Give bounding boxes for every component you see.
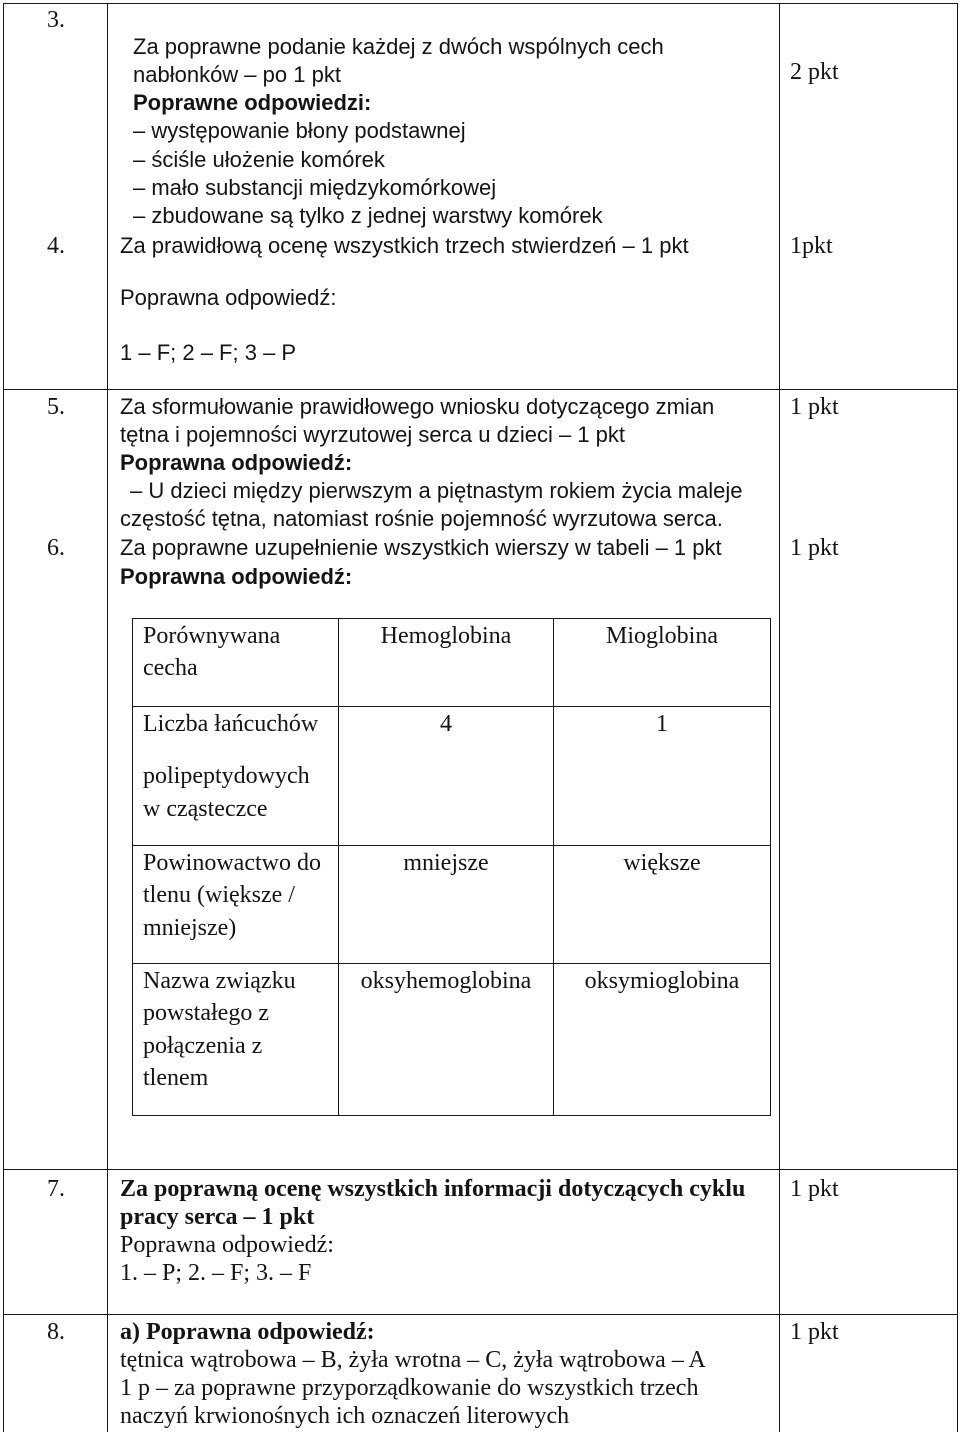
cell-line: Nazwa związku xyxy=(143,967,296,994)
table-cell-myoglobin: 1 xyxy=(554,706,771,845)
cell-line: w cząsteczce xyxy=(143,795,268,822)
task-row xyxy=(4,4,957,232)
task-number: 3. xyxy=(47,6,65,33)
cell-line: Liczba łańcuchów xyxy=(143,710,319,737)
table-header-myoglobin: Mioglobina xyxy=(554,618,771,706)
task-number-cell xyxy=(4,533,108,1169)
task-points: 1 pkt xyxy=(790,534,839,561)
cell-line: mniejsze) xyxy=(143,914,237,941)
answer-line: – ściśle ułożenie komórek xyxy=(133,146,385,172)
task-row xyxy=(4,533,957,1170)
answer-line: – występowanie błony podstawnej xyxy=(133,118,466,144)
task-points-cell xyxy=(780,1315,956,1432)
task-points: 1pkt xyxy=(790,232,833,259)
comparison-table xyxy=(132,618,771,1116)
criterion-line: Za poprawną ocenę wszystkich informacji dotyczących cyklu xyxy=(120,1175,746,1202)
task-number: 6. xyxy=(47,534,65,561)
task-content-cell xyxy=(108,1315,780,1432)
table-cell-hemoglobin: 4 xyxy=(339,706,554,845)
scoring-line: naczyń krwionośnych ich oznaczeń literowych xyxy=(120,1402,570,1429)
task-row xyxy=(4,1170,957,1315)
task-number: 5. xyxy=(47,393,65,420)
table-row xyxy=(133,963,771,1115)
task-content-cell xyxy=(108,533,780,1169)
task-points-cell xyxy=(780,4,956,232)
task-content-cell xyxy=(108,232,780,389)
task-content-cell xyxy=(108,390,780,533)
answer-heading: Poprawna odpowiedź: xyxy=(120,563,353,589)
task-row xyxy=(4,232,957,390)
table-cell-myoglobin: oksymioglobina xyxy=(554,963,771,1115)
cell-line: tlenu (większe / xyxy=(143,882,295,908)
answer-heading: Poprawne odpowiedzi: xyxy=(133,90,372,116)
answer-line: – U dzieci między pierwszym a piętnastym rokiem życia maleje xyxy=(130,477,743,503)
criterion-line: pracy serca – 1 pkt xyxy=(120,1203,315,1230)
task-points: 1 pkt xyxy=(790,1175,839,1202)
cell-line: polipeptydowych xyxy=(143,763,310,789)
table-cell-feature xyxy=(133,845,339,963)
table-cell-myoglobin: większe xyxy=(554,845,771,963)
answer-heading: Poprawna odpowiedź: xyxy=(120,1232,334,1259)
cell-line: Powinowactwo do xyxy=(143,849,321,876)
task-points: 1 pkt xyxy=(790,1318,839,1345)
task-number-cell xyxy=(4,1170,108,1314)
task-number-cell xyxy=(4,390,108,533)
task-points: 2 pkt xyxy=(790,58,839,85)
table-cell-hemoglobin: mniejsze xyxy=(339,845,554,963)
task-content-cell xyxy=(108,1170,780,1314)
task-points: 1 pkt xyxy=(790,393,839,420)
cell-line: powstałego z xyxy=(143,1000,269,1026)
table-row xyxy=(133,706,771,845)
answer-line: – zbudowane są tylko z jednej warstwy komórek xyxy=(133,203,603,229)
task-number-cell xyxy=(4,1315,108,1432)
cell-line: Porównywana xyxy=(143,622,281,649)
task-number: 7. xyxy=(47,1175,65,1202)
answer-line: 1. – P; 2. – F; 3. – F xyxy=(120,1260,312,1287)
task-row xyxy=(4,390,957,533)
table-row xyxy=(133,845,771,963)
answer-heading: Poprawna odpowiedź: xyxy=(120,449,353,475)
task-number: 8. xyxy=(47,1318,65,1345)
answer-line: 1 – F; 2 – F; 3 – P xyxy=(120,339,297,365)
criterion-line: tętna i pojemności wyrzutowej serca u dzieci – 1 pkt xyxy=(120,421,626,447)
task-number: 4. xyxy=(47,232,65,259)
task-number-cell xyxy=(4,232,108,389)
scoring-line: 1 p – za poprawne przyporządkowanie do wszystkich trzech xyxy=(120,1374,699,1401)
table-cell-hemoglobin: oksyhemoglobina xyxy=(339,963,554,1115)
cell-line: połączenia z xyxy=(143,1032,263,1059)
answer-line: – mało substancji międzykomórkowej xyxy=(133,174,497,200)
cell-line: cecha xyxy=(143,655,198,681)
criterion-line: nabłonków – po 1 pkt xyxy=(133,61,341,87)
task-row xyxy=(4,1315,957,1432)
task-points-cell xyxy=(780,533,956,1169)
table-header-feature xyxy=(133,618,339,706)
cell-line: tlenem xyxy=(143,1065,209,1091)
task-points-cell xyxy=(780,1170,956,1314)
criterion-line: Za prawidłową ocenę wszystkich trzech stwierdzeń – 1 pkt xyxy=(120,232,689,258)
answer-key-table xyxy=(3,3,958,1432)
table-cell-feature xyxy=(133,963,339,1115)
task-number-cell xyxy=(4,4,108,232)
criterion-line: Za poprawne uzupełnienie wszystkich wierszy w tabeli – 1 pkt xyxy=(120,534,722,560)
task-points-cell xyxy=(780,232,956,389)
table-cell-feature xyxy=(133,706,339,845)
table-header-row xyxy=(133,618,771,706)
answer-heading: Poprawna odpowiedź: xyxy=(120,284,337,310)
task-content-cell xyxy=(108,4,780,232)
criterion-line: Za sformułowanie prawidłowego wniosku dotyczącego zmian xyxy=(120,393,715,419)
answer-line: tętnica wątrobowa – B, żyła wrotna – C, żyła wątrobowa – A xyxy=(120,1346,706,1373)
task-points-cell xyxy=(780,390,956,533)
answer-line: częstość tętna, natomiast rośnie pojemność wyrzutowa serca. xyxy=(120,505,723,531)
answer-heading: a) Poprawna odpowiedź: xyxy=(120,1318,375,1345)
table-header-hemoglobin: Hemoglobina xyxy=(339,618,554,706)
criterion-line: Za poprawne podanie każdej z dwóch wspólnych cech xyxy=(133,33,664,59)
